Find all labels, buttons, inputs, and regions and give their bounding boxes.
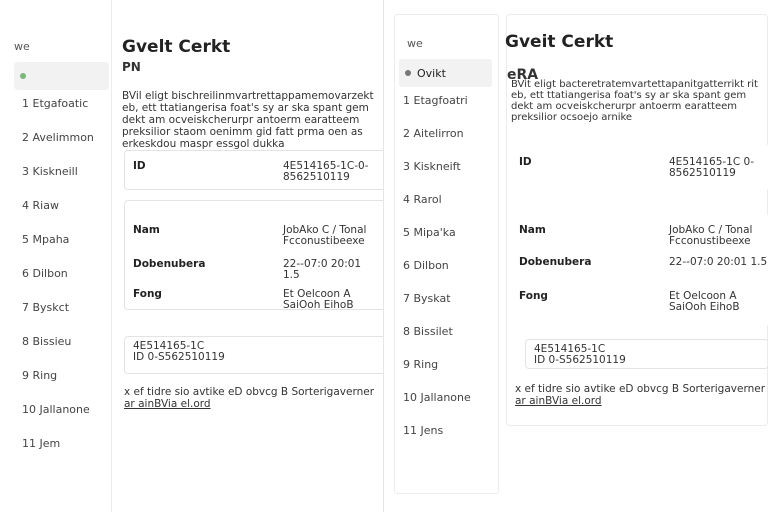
sidebar-item[interactable]: 2 Aitelirron — [403, 127, 464, 140]
detail-row — [133, 259, 381, 281]
status-dot-icon — [20, 73, 26, 79]
id-value: 4E514165-1C-0-8562510119 — [283, 160, 369, 183]
footer-id-b: ID 0-S562510119 — [133, 351, 225, 363]
footer-id-a: 4E514165-1C — [133, 340, 205, 352]
detail-value: Et Oelcoon A SaiOoh EihoB — [283, 288, 354, 311]
sidebar-header: we — [407, 37, 423, 50]
id-label: ID — [133, 160, 146, 172]
id-card — [511, 145, 768, 189]
sidebar-item[interactable]: 4 Riaw — [22, 199, 59, 212]
sidebar-header: we — [14, 40, 30, 53]
detail-value: JobAko C / Tonal Fcconustibeexe — [283, 224, 367, 247]
detail-row — [519, 225, 768, 247]
sidebar-list — [0, 90, 111, 464]
sidebar-item[interactable]: 6 Dilbon — [403, 259, 449, 272]
detail-value: 22--07:0 20:01 1.5 — [283, 258, 362, 281]
sidebar-active-item[interactable] — [399, 59, 492, 87]
right-panel — [384, 0, 768, 512]
sidebar-item[interactable]: 11 Jem — [22, 437, 61, 450]
sidebar-item[interactable]: 8 Bissilet — [403, 325, 453, 338]
sidebar-item[interactable]: 10 Jallanone — [403, 391, 471, 404]
sidebar — [0, 0, 112, 512]
page-subtitle: PN — [122, 60, 141, 74]
id-row — [519, 157, 768, 179]
main-content — [506, 14, 768, 426]
footer-id-box — [525, 339, 768, 369]
page-title: Gveit Cerkt — [505, 32, 614, 52]
footer-id-a: 4E514165-1C — [534, 343, 606, 355]
detail-key: Nam — [133, 224, 160, 236]
sidebar-item[interactable]: 9 Ring — [403, 358, 439, 371]
detail-key: Nam — [519, 224, 546, 236]
page-subtitle: eRA — [507, 67, 539, 83]
footer-id-b: ID 0-S562510119 — [534, 354, 626, 366]
description: BVil eligt bischreilinmvartrettappamemovarzekt eb, ett ttatiangerisa foat's sy ar ska spant gem dekt am ocveiskcherurpr antoerm earatteem preksilior staom oenimm gid fatt prma oen as erkeskdou maspr essgol dukka — [122, 90, 374, 150]
sidebar-item[interactable]: 3 Kiskneill — [22, 165, 78, 178]
detail-key: Fong — [519, 290, 548, 302]
sidebar-item[interactable]: 6 Dilbon — [22, 267, 68, 280]
id-row — [133, 161, 381, 183]
detail-row — [133, 225, 381, 247]
sidebar-item[interactable]: 5 Mipa'ka — [403, 226, 456, 239]
detail-value: Et Oelcoon A SaiOoh EihoB — [669, 290, 740, 313]
sidebar-item[interactable]: 11 Jens — [403, 424, 444, 437]
id-label: ID — [519, 156, 532, 168]
details-card — [511, 215, 768, 325]
detail-key: Dobenubera — [133, 258, 206, 270]
sidebar-item[interactable]: 1 Etagfoatri — [403, 94, 468, 107]
sidebar-item[interactable]: 9 Ring — [22, 369, 58, 382]
footer-note — [515, 383, 768, 407]
page-title: Gvelt Cerkt — [122, 37, 231, 57]
sidebar-item[interactable]: 8 Bissieu — [22, 335, 72, 348]
sidebar-item[interactable]: 10 Jallanone — [22, 403, 90, 416]
detail-key: Fong — [133, 288, 162, 300]
sidebar-item[interactable]: 3 Kiskneift — [403, 160, 461, 173]
sidebar-item[interactable]: 7 Byskat — [403, 292, 451, 305]
status-dot-icon — [405, 70, 411, 76]
sidebar-item[interactable]: 4 Rarol — [403, 193, 442, 206]
sidebar-item[interactable]: 2 Avelimmon — [22, 131, 94, 144]
detail-key: Dobenubera — [519, 256, 592, 268]
detail-row — [519, 291, 768, 313]
footer-id-box — [124, 336, 384, 374]
detail-value: JobAko C / Tonal Fcconustibeexe — [669, 224, 753, 247]
main-content — [120, 0, 383, 512]
sidebar-item[interactable]: 5 Mpaha — [22, 233, 70, 246]
sidebar-list — [395, 87, 498, 450]
detail-row — [133, 289, 381, 311]
note-link[interactable]: ar ainBVia el.ord — [515, 395, 602, 407]
note-text: x ef tidre sio avtike eD obvcg B Sorterigaverner — [124, 386, 375, 398]
footer-note — [124, 386, 384, 410]
details-card — [124, 200, 384, 310]
sidebar-active-item[interactable] — [14, 62, 109, 90]
sidebar-item[interactable]: 1 Etgafoatic — [22, 97, 89, 110]
note-link[interactable]: ar ainBVia el.ord — [124, 398, 211, 410]
detail-value: 22--07:0 20:01 1.5 — [669, 256, 768, 268]
note-text: x ef tidre sio avtike eD obvcg B Sorterigaverner — [515, 383, 766, 395]
sidebar-item[interactable]: 7 Byskct — [22, 301, 70, 314]
detail-row — [519, 257, 768, 268]
sidebar — [394, 14, 499, 494]
id-value: 4E514165-1C 0-8562510119 — [669, 156, 755, 179]
sidebar-active-label: Ovikt — [417, 66, 446, 80]
id-card — [124, 150, 384, 190]
description: BVit eligt bacteretratemvartettapanitgatterrikt rit eb, ett ttatiangerisa foat's sy ar ska spant gem dekt am ocveiskcherurpr antoerm earatteem preksilior ocsoejo arnike — [511, 79, 758, 123]
